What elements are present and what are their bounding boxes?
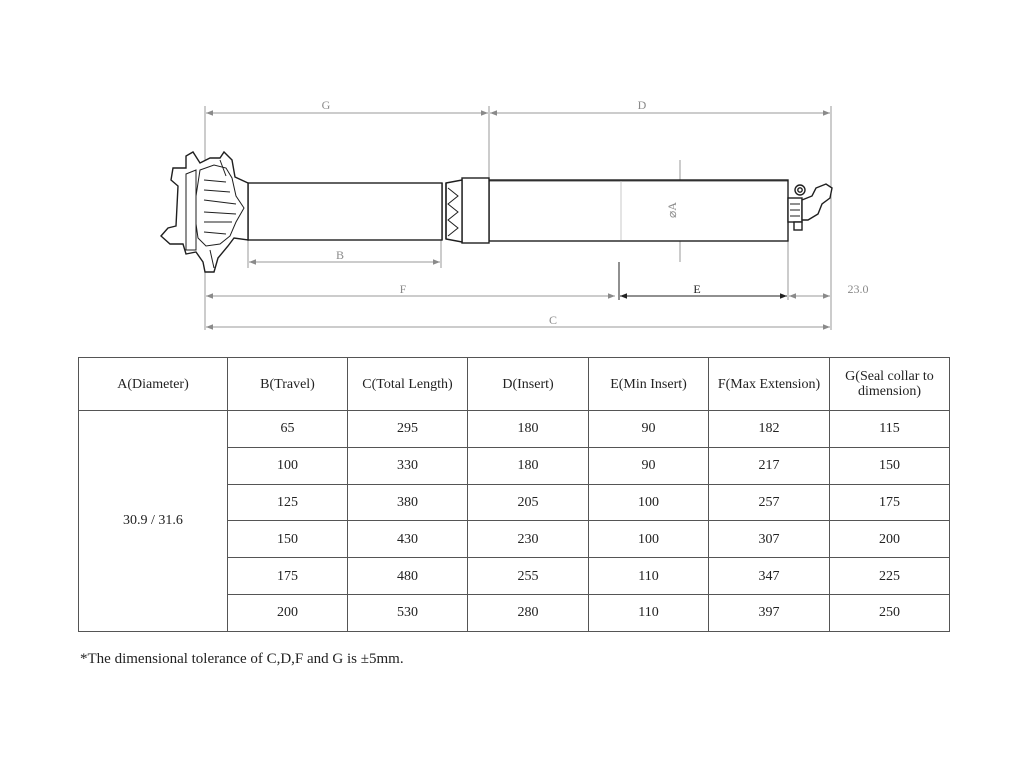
specification-table — [78, 357, 950, 632]
diameter-cell: 30.9 / 31.6 — [79, 411, 228, 632]
table-cell: 100 — [589, 521, 709, 558]
table-cell: 307 — [709, 521, 830, 558]
dimension-e-group — [619, 262, 787, 300]
header-insert: D(Insert) — [468, 358, 589, 411]
table-cell: 380 — [348, 484, 468, 521]
table-cell: 125 — [228, 484, 348, 521]
label-f: F — [399, 282, 407, 296]
table-cell: 180 — [468, 447, 589, 484]
header-diameter: A(Diameter) — [79, 358, 228, 411]
seal-collar — [462, 178, 489, 243]
header-max-extension: F(Max Extension) — [709, 358, 830, 411]
insert-tube — [489, 180, 788, 241]
table-cell: 115 — [830, 411, 950, 448]
table-cell: 150 — [228, 521, 348, 558]
table-cell: 180 — [468, 411, 589, 448]
table-cell: 280 — [468, 594, 589, 631]
seatpost-technical-drawing — [0, 0, 1024, 345]
cable-actuator — [788, 184, 832, 230]
saddle-clamp — [161, 152, 248, 272]
table-cell: 347 — [709, 558, 830, 595]
table-cell: 217 — [709, 447, 830, 484]
table-cell: 230 — [468, 521, 589, 558]
table-cell: 110 — [589, 594, 709, 631]
header-seal-collar: G(Seal collar to dimension) — [830, 358, 950, 411]
table-cell: 100 — [589, 484, 709, 521]
label-g: G — [321, 98, 331, 112]
table-cell: 255 — [468, 558, 589, 595]
table-cell: 65 — [228, 411, 348, 448]
table-cell: 90 — [589, 447, 709, 484]
table-cell: 182 — [709, 411, 830, 448]
table-cell: 480 — [348, 558, 468, 595]
table-cell: 175 — [228, 558, 348, 595]
table-cell: 295 — [348, 411, 468, 448]
stanchion — [248, 183, 442, 240]
table-cell: 225 — [830, 558, 950, 595]
table-cell: 200 — [228, 594, 348, 631]
table-cell: 330 — [348, 447, 468, 484]
header-min-insert: E(Min Insert) — [589, 358, 709, 411]
label-diameter: ⌀A — [665, 202, 679, 218]
tolerance-note: *The dimensional tolerance of C,D,F and G is ±5mm. — [80, 651, 404, 667]
label-c: C — [548, 313, 558, 327]
label-e: E — [693, 282, 701, 296]
header-total-length: C(Total Length) — [348, 358, 468, 411]
table-cell: 397 — [709, 594, 830, 631]
table-cell: 100 — [228, 447, 348, 484]
table-header-row — [79, 358, 950, 411]
label-d: D — [637, 98, 647, 112]
table-cell: 205 — [468, 484, 589, 521]
label-offset: 23.0 — [847, 282, 869, 296]
table-cell: 250 — [830, 594, 950, 631]
table-cell: 90 — [589, 411, 709, 448]
table-cell: 175 — [830, 484, 950, 521]
table-cell: 110 — [589, 558, 709, 595]
table-cell: 430 — [348, 521, 468, 558]
seatpost — [161, 152, 832, 272]
table-cell: 150 — [830, 447, 950, 484]
header-travel: B(Travel) — [228, 358, 348, 411]
table-cell: 200 — [830, 521, 950, 558]
table-row — [79, 411, 950, 448]
label-b: B — [335, 248, 345, 262]
table-cell: 257 — [709, 484, 830, 521]
table-cell: 530 — [348, 594, 468, 631]
